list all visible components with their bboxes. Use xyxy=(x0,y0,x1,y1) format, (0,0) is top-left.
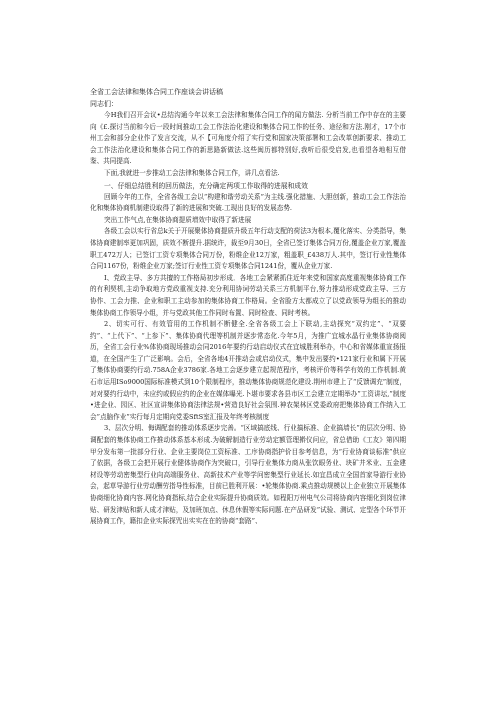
paragraph-statistics: 各级工会以实行省总k关于开展聚体协商提质升级五年行动支配的荷法3为根本,覆化落实、分类指导，集体协商建制率更加巩固，质效不断提升.据统许，裁至9月30日，全省已签订集体合同万份,覆盖企业万家,覆盖职工472万人；已签订工资专项集体合同万份，粉维企业12万家，粗盖职_£438万人.其中，签订行业性集体合同1167份，粉维企业万家;签订行业性工资专项集体合同1241份，覆从企业万家. xyxy=(90,227,406,271)
paragraph-transition: 下面,我就进一步推动工会法律和集体合同工作，讲几点看法. xyxy=(104,168,280,177)
document-title: 全省工会法律和集体合同工作座谈会讲话稿 xyxy=(90,88,223,96)
paragraph-point-2: 2、切实可行、有效管用的工作机制不断健全.全省各级工会上下联动,主动探究“双约定”、“双要约”、“上代下”、“上参下”、集体协商代理等机制并逐步常态化.今年5月，为推广宜城水晶行业集体协商阅历，全省工会行业%体协商现场推动会同2016年要约行动启动仪式在宜城胜利举办，中心和省媒体重宣扬报道，在全国产生了广泛影响。会后，全省各地4开推动会或启动仪式，集中发出要约•121家行业和属下开展了集体协商要约行动.758A企业3786家.各地工会逐步建立起规范程序，考核评价等科学有效的工作机制.黄石市运用ISo9000国际标准模式到10个限制程序，推动集体协商规范化建设.荆州市建上了“反馈调充”制度，对对要约行动中，未应约或假应约的企业在媒体曝光.卜堪市要求各县市区工会建立定期举办”工资讲坛,”制度•进企业、园区、社区宣讲集体协商法律法规•营造良好社会氛围.神农架林区党委政府把集体协商工作纳入工会”点脑作业”实行每月定期向党委SftS室汇报及年终考核制度 xyxy=(90,320,406,421)
salutation: 同志们： xyxy=(90,100,118,108)
paragraph-intro: 今H我们召开会议•总结沟通今年以来工会法律和集体合同工作的闻方做法. 分析当前工作中存在的主要向《£.探讨当前和今后一段时间推动工会工作法治化建设和集体合同工作的任务、途径和方法.刚才，17个市州工会和部分企业作了发言交流，从不【可角度介绍了实行党和国家决策部署和工会改革创新要求、推动工会工作法治化建设和集体合同工作的新思路新做法.这些闽历都特別好,我听后很受启发,也看望各地相互借鉴、共同提高. xyxy=(90,111,406,166)
paragraph-highlight: 突出工作气点,在集体协商提质增效中取得了新进展 xyxy=(104,215,252,224)
section-heading-1: 一、仔细总结胜利的回历做法，充分确定两项工作取得的进展和成效 xyxy=(104,181,308,190)
paragraph-point-1: I、党政主导、多方共擅的工作格局初步形成．各地工会紧紧抓住近年来党和国家高度重视集体协商工作的有利契机,主动争取地方党政重视支持.充分利用协词劳动关系三方机制平台,努力推动形成党政主导、三方协作、工会力推、企业和职工主动参加的集体协商工作格局。全省脸方太都成立了以党政领导为组长的推动集体协商工作领导小组，并与党政其他工作同时布置、同时检查、同时考核。 xyxy=(90,273,406,317)
document-body xyxy=(90,86,406,528)
paragraph-point-3: 3、层次分明、侮调配套的推动体系逐步完善。“区域搞底线、行业搞标准、企业搞墙长”的层次分明、协调配套的集体协商工作推动体系基本形成.为破解制造行业劳动定额管理擀仪问应，省总借助《工友》第四期甲分发布第一批部分行业、企业主要岗位工资标准、工序协商指护价目参考信息，为“行业协商谈标准”供应了依据，各级工会把开展行业健体协商作为突破口，引导行业集体力商从张饮眼务业、块矿井米业、五金建材设等劳动密集型行业向高端服务业、高新技术产业等学问密集型行业延长.如宜昌成立全国首家导游行业协会，起草导游行业劳动酬劳指导性标准，目前已胜利开展：•轮集体协商.乘点推动规模以上企业独立开展集体协商细化协商内容.网化协商指标,结合企业实际提升协商质效。如程阳万州电气公司将协商内容细化到岗位津贴、研发津贴和新人成才津贴，及加班加点、休息休假等实际问题.在产品研发”试验、测试、定型各个环节开展协商工作，籍扣企业实际探咒出实实在在的协商“套路”、 xyxy=(90,424,406,526)
paragraph-review: 回顾今年的工作，全省各级工会以“构建和谐劳动关系”为主线.强化措施、大胆创新，推动工会工作法治化和集体协商机制建设取得了新的进展和突破.工现出良好的发展态势. xyxy=(90,192,406,213)
